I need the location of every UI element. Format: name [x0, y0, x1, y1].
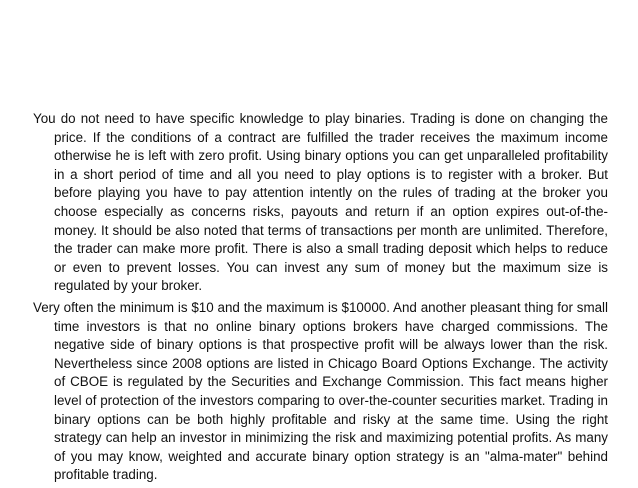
- text-body: [33, 110, 608, 488]
- paragraph-binaries-intro: You do not need to have specific knowledge to play binaries. Trading is done on changing the price. If the conditions of a contract are fulfilled the trader receives the maximum income otherwise he is left with zero profit. Using binary options you can get unparalleled profitability in a short period of time and all you need to play options is to register with a broker. But before playing you have to pay attention intently on the rules of trading at the broker you choose especially as concerns risks, payouts and return if an option expires out-of-the-money. It should be also noted that terms of transactions per month are unlimited. Therefore, the trader can make more profit. There is also a small trading deposit which helps to reduce or even to prevent losses. You can invest any sum of money but the maximum size is regulated by your broker.: [33, 111, 608, 294]
- paragraph-minimum-maximum: Very often the minimum is $10 and the maximum is $10000. And another pleasant thing for small time investors is that no online binary options brokers have charged commissions. The negative side of binary options is that prospective profit will be always lower than the risk. Nevertheless since 2008 options are listed in Chicago Board Options Exchange. The activity of CBOE is regulated by the Securities and Exchange Commission. This fact means higher level of protection of the investors comparing to over-the-counter securities market. Trading in binary options can be both highly profitable and risky at the same time. Using the right strategy can help an investor in minimizing the risk and maximizing potential profits. As many of you may know, weighted and accurate binary option strategy is an "alma-mater" behind profitable trading.: [33, 299, 608, 483]
